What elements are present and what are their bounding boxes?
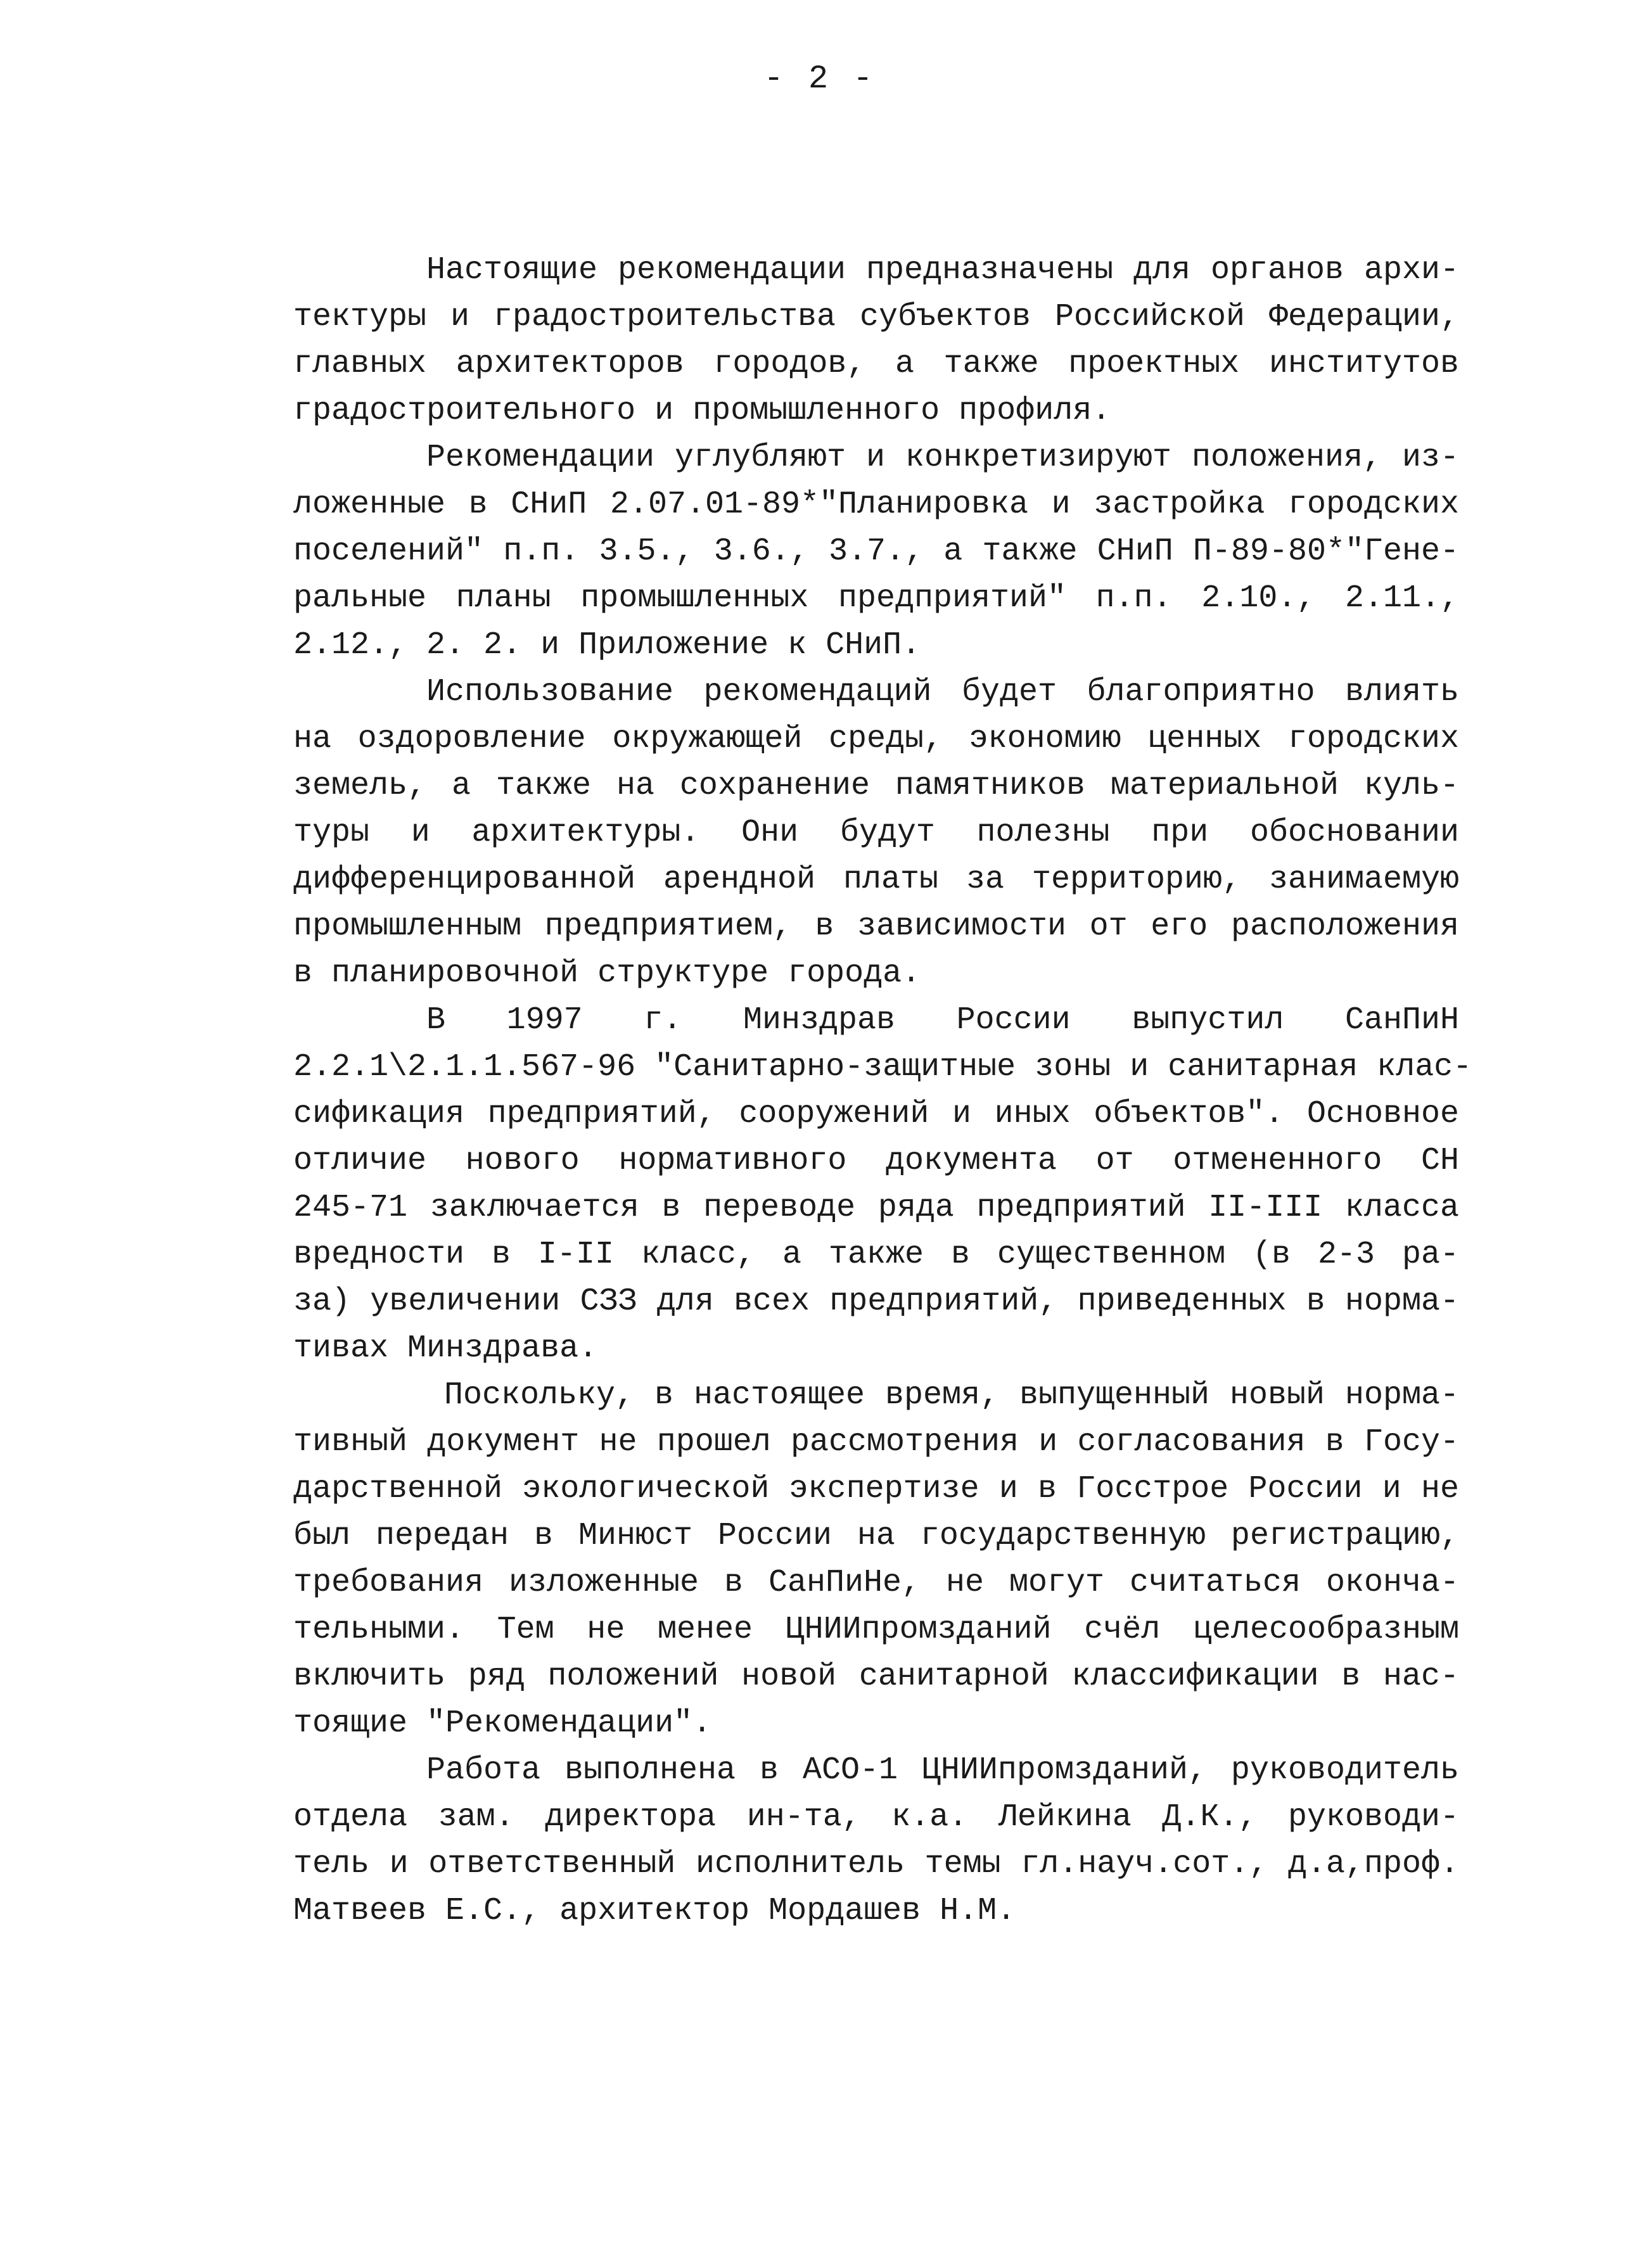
paragraph-line: ральные планы промышленных предприятий" п.п. 2.10., 2.11., xyxy=(293,580,1459,616)
paragraph-line: главных архитекторов городов, а также проектных институтов xyxy=(293,346,1459,382)
paragraph-line: за) увеличении СЗЗ для всех предприятий, приведенных в норма- xyxy=(293,1284,1459,1320)
paragraph-line: Использование рекомендаций будет благоприятно влиять xyxy=(426,674,1459,710)
paragraph-line: был передан в Минюст России на государственную регистрацию, xyxy=(293,1518,1459,1554)
paragraph-line: на оздоровление окружающей среды, экономию ценных городских xyxy=(293,721,1459,757)
page-number: - 2 - xyxy=(763,60,876,98)
body-text xyxy=(293,247,1472,1935)
paragraph-line: дифференцированной арендной платы за территорию, занимаемую xyxy=(293,862,1459,898)
paragraph-line: Поскольку, в настоящее время, выпущенный новый норма- xyxy=(444,1377,1459,1413)
paragraph-line: сификация предприятий, сооружений и иных объектов". Основное xyxy=(293,1096,1459,1132)
paragraph-line: ложенные в СНиП 2.07.01-89*"Планировка и застройка городских xyxy=(293,487,1459,523)
paragraph-line: вредности в I-II класс, а также в существенном (в 2-3 ра- xyxy=(293,1237,1459,1273)
paragraph-line: тивах Минздрава. xyxy=(293,1330,598,1367)
paragraph-line: В 1997 г. Минздрав России выпустил СанПиН xyxy=(426,1002,1459,1038)
paragraph-line: Настоящие рекомендации предназначены для органов архи- xyxy=(426,252,1459,288)
paragraph-line: градостроительного и промышленного профиля. xyxy=(293,393,1111,429)
paragraph-line: 2.2.1\2.1.1.567-96 "Санитарно-защитные зоны и санитарная клас- xyxy=(293,1049,1472,1085)
paragraph-line: 2.12., 2. 2. и Приложение к СНиП. xyxy=(293,627,921,663)
paragraph-line: промышленным предприятием, в зависимости от его расположения xyxy=(293,908,1459,945)
paragraph-line: отдела зам. директора ин-та, к.а. Лейкина Д.К., руководи- xyxy=(293,1799,1459,1835)
paragraph-line: Матвеев Е.С., архитектор Мордашев Н.М. xyxy=(293,1893,1016,1929)
paragraph-line: дарственной экологической экспертизе и в Госстрое России и не xyxy=(293,1471,1459,1507)
paragraph-line: тоящие "Рекомендации". xyxy=(293,1705,712,1742)
paragraph-line: в планировочной структуре города. xyxy=(293,955,921,991)
paragraph-line: отличие нового нормативного документа от отмененного СН xyxy=(293,1143,1459,1179)
paragraph-line: включить ряд положений новой санитарной классификации в нас- xyxy=(293,1659,1459,1695)
paragraph-line: земель, а также на сохранение памятников материальной куль- xyxy=(293,768,1459,804)
paragraph-line: тель и ответственный исполнитель темы гл.науч.сот., д.а,проф. xyxy=(293,1846,1459,1882)
paragraph-line: Рекомендации углубляют и конкретизируют положения, из- xyxy=(426,440,1459,476)
paragraph-line: 245-71 заключается в переводе ряда предприятий II-III класса xyxy=(293,1190,1459,1226)
paragraph-line: тельными. Тем не менее ЦНИИпромзданий счёл целесообразным xyxy=(293,1612,1459,1648)
paragraph-line: Работа выполнена в АСО-1 ЦНИИпромзданий, руководитель xyxy=(426,1752,1459,1788)
paragraph-line: тивный документ не прошел рассмотрения и согласования в Госу- xyxy=(293,1424,1459,1460)
paragraph-line: требования изложенные в СанПиНе, не могут считаться оконча- xyxy=(293,1565,1459,1601)
paragraph-line: тектуры и градостроительства субъектов Российской Федерации, xyxy=(293,299,1459,335)
paragraph-line: поселений" п.п. 3.5., 3.6., 3.7., а также СНиП П-89-80*"Гене- xyxy=(293,533,1459,570)
paragraph-line: туры и архитектуры. Они будут полезны при обосновании xyxy=(293,815,1459,851)
